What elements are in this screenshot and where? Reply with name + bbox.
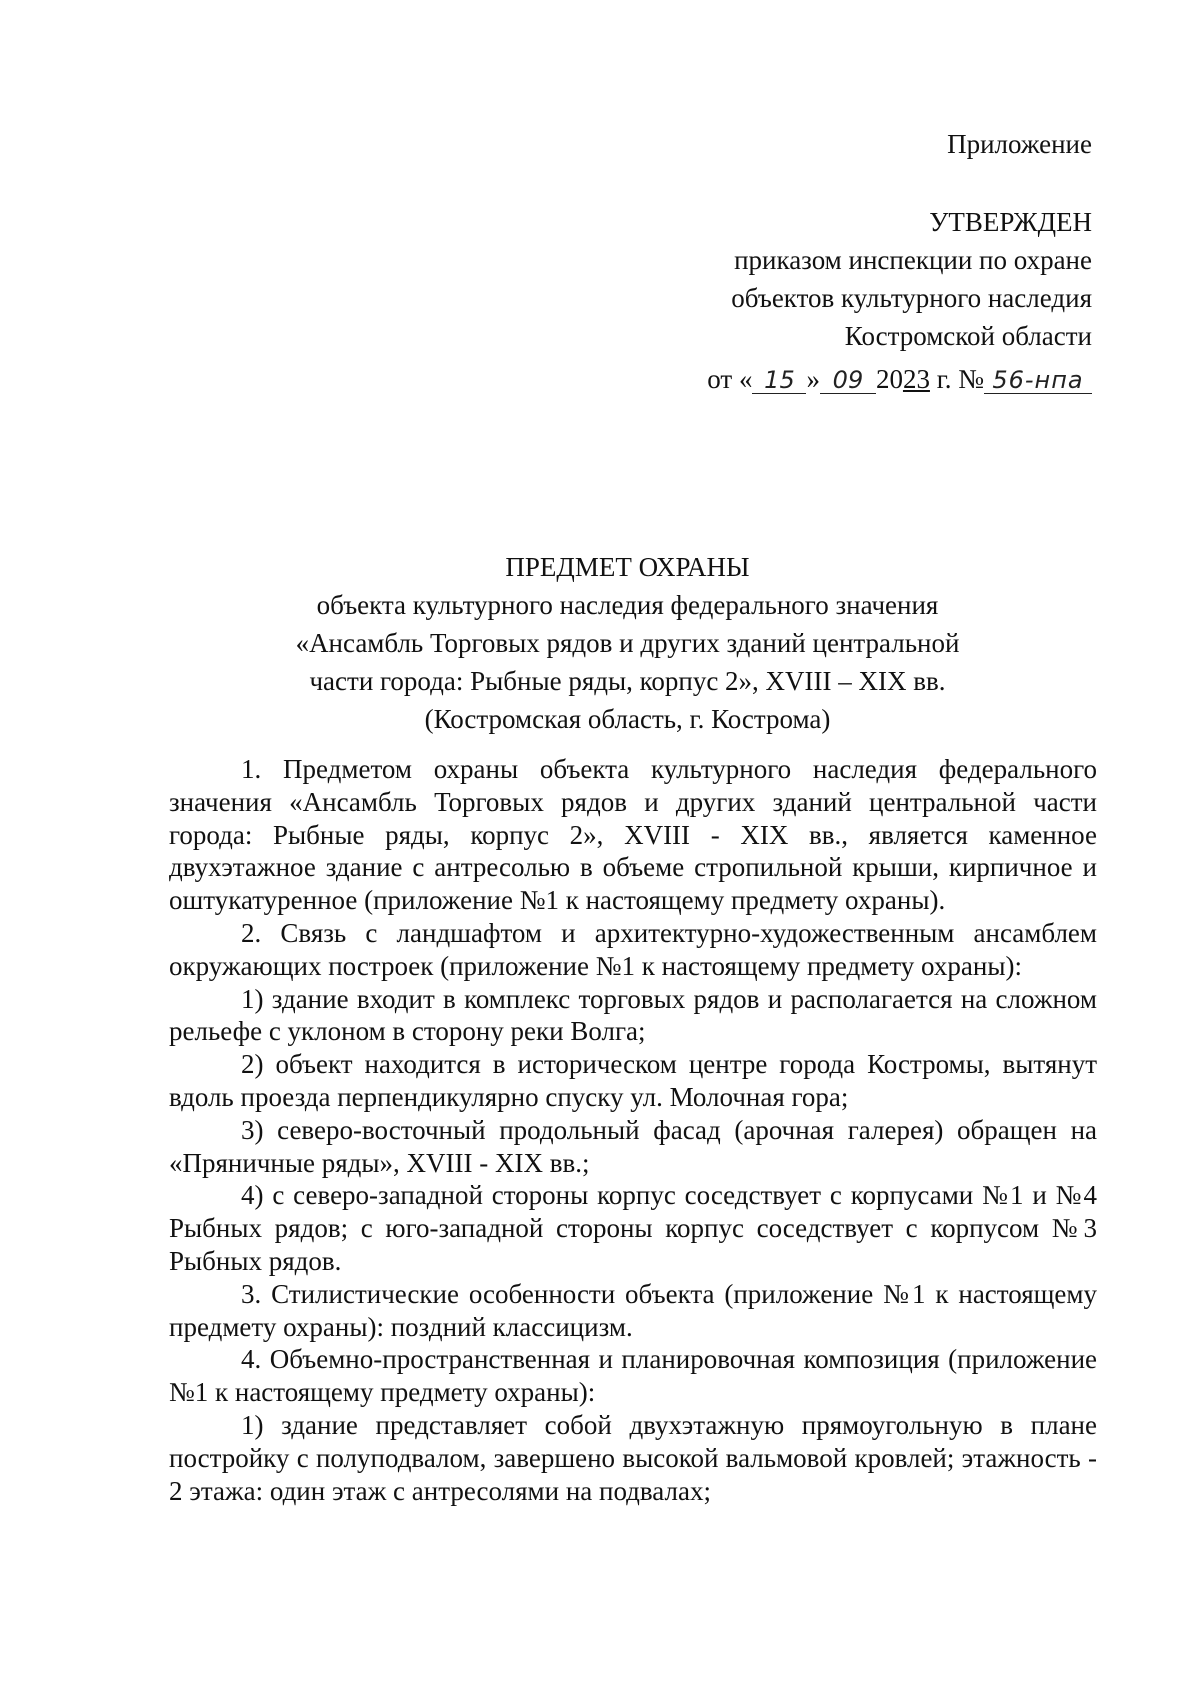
approval-line: объектов культурного наследия xyxy=(731,283,1092,313)
paragraph: 4. Объемно-пространственная и планировочная композиция (приложение №1 к настоящему предмету охраны): xyxy=(169,1344,1097,1408)
year-suffix: 23 xyxy=(902,364,930,394)
year-unit: г. № xyxy=(929,364,984,394)
title-heading: ПРЕДМЕТ ОХРАНЫ xyxy=(505,552,750,582)
handwritten-order-number: 56-нпа xyxy=(984,367,1092,394)
paragraph: 3) северо-восточный продольный фасад (арочная галерея) обращен на «Пряничные ряды», XVIII - XIX вв.; xyxy=(169,1114,1097,1178)
title-line: части города: Рыбные ряды, корпус 2», XVIII – XIX вв. xyxy=(309,666,946,696)
title-line: «Ансамбль Торговых рядов и других зданий центральной xyxy=(295,628,960,658)
document-body xyxy=(169,753,1097,1507)
title-line: объекта культурного наследия федерального значения xyxy=(316,590,939,620)
handwritten-day: 15 xyxy=(752,367,806,394)
paragraph: 2) объект находится в историческом центре города Костромы, вытянут вдоль проезда перпендикулярно спуску ул. Молочная гора; xyxy=(169,1049,1097,1112)
annex-label xyxy=(947,125,1092,163)
paragraph: 3. Стилистические особенности объекта (приложение №1 к настоящему предмету охраны): поздний классицизм. xyxy=(169,1278,1097,1342)
handwritten-month: 09 xyxy=(820,367,876,394)
document-title xyxy=(160,548,1095,738)
order-date-line xyxy=(707,359,1092,399)
date-separator: » xyxy=(806,364,820,394)
approval-line: Костромской области xyxy=(844,321,1092,351)
paragraph: 4) с северо-западной стороны корпус соседствует с корпусами №1 и №4 Рыбных рядов; с юго-западной стороны корпус соседствует с корпусом №3 Рыбных рядов. xyxy=(169,1180,1097,1276)
year-prefix: 20 xyxy=(875,364,903,394)
paragraph: 1) здание входит в комплекс торговых рядов и располагается на сложном рельефе с уклоном в сторону реки Волга; xyxy=(169,983,1097,1047)
approved-heading: УТВЕРЖДЕН xyxy=(929,207,1092,237)
approval-line: приказом инспекции по охране xyxy=(734,245,1092,275)
paragraph: 2. Связь с ландшафтом и архитектурно-художественным ансамблем окружающих построек (приложение №1 к настоящему предмету охраны): xyxy=(169,917,1097,981)
title-line: (Костромская область, г. Кострома) xyxy=(424,704,831,734)
approval-block xyxy=(731,203,1092,355)
paragraph: 1) здание представляет собой двухэтажную прямоугольную в плане постройку с полуподвалом, завершено высокой вальмовой кровлей; этажность - 2 этажа: один этаж с антресолями на подвалах; xyxy=(169,1409,1097,1506)
paragraph: 1. Предметом охраны объекта культурного наследия федерального значения «Ансамбль Торговых рядов и других зданий центральной части города: Рыбные ряды, корпус 2», XVIII - XIX вв., является каменное двухэтажное здание с антресолью в объеме стропильной крыши, кирпичное и оштукатуренное (приложение №1 к настоящему предмету охраны). xyxy=(169,754,1097,916)
annex-text: Приложение xyxy=(947,129,1092,159)
date-prefix: от « xyxy=(707,364,753,394)
